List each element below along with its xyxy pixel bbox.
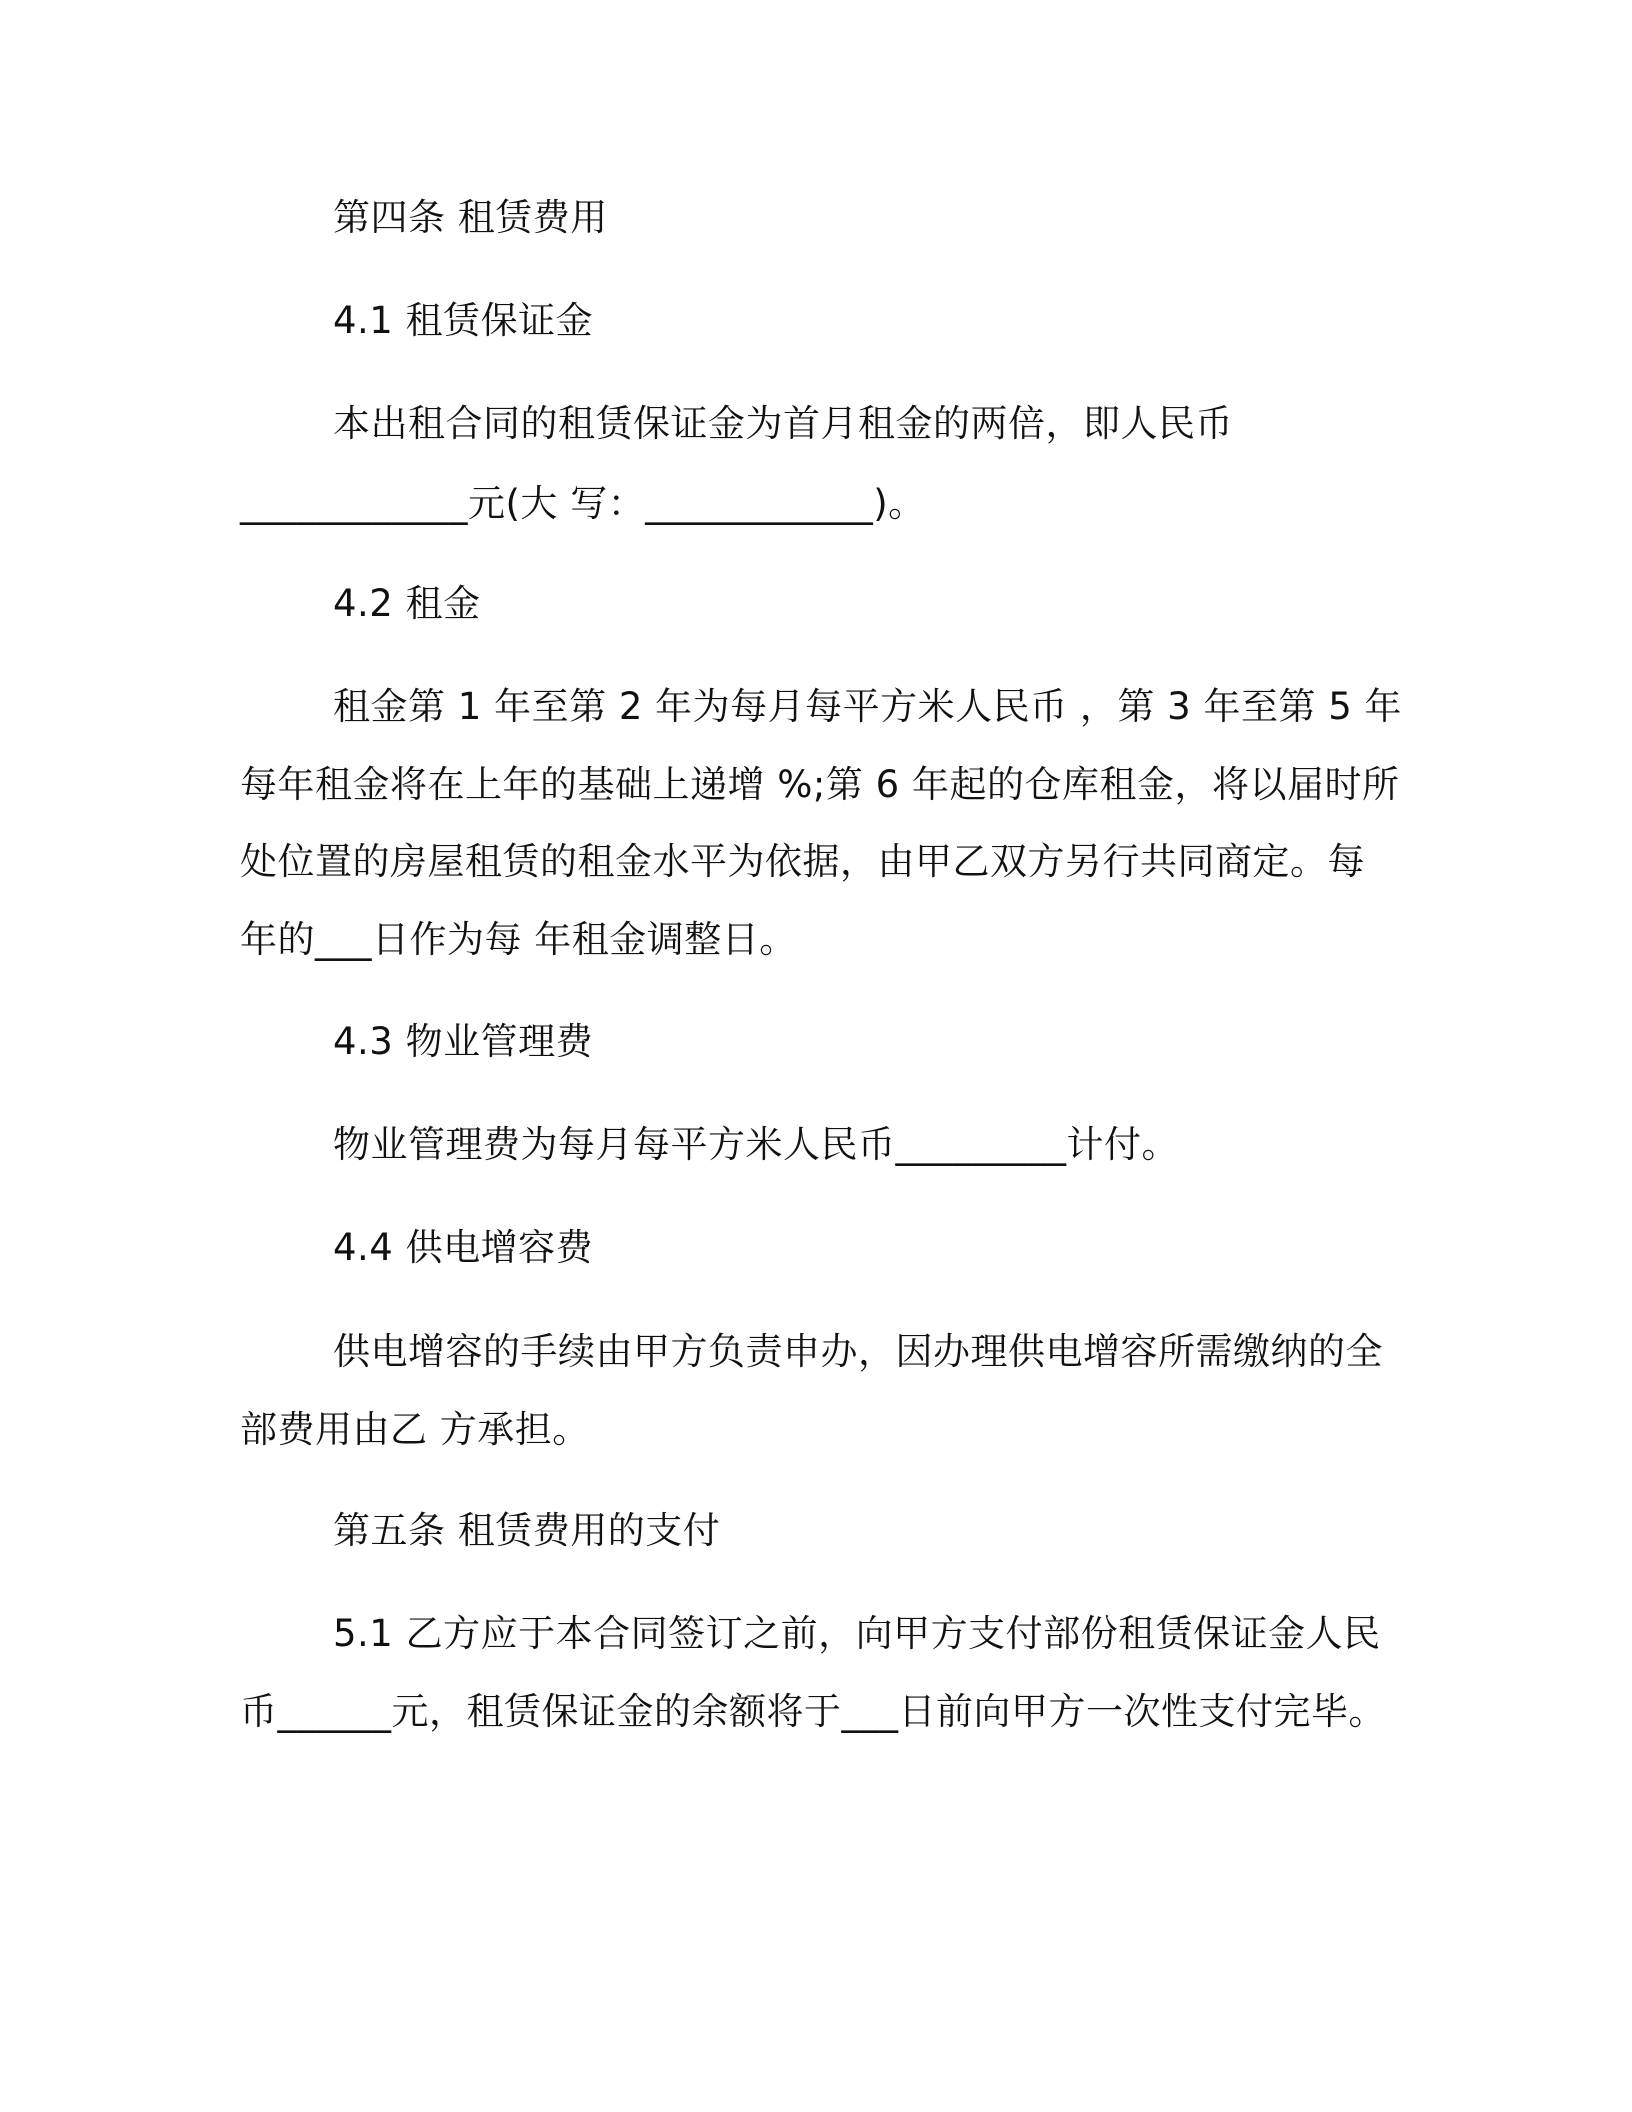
section-4-4-heading: 4.4 供电增容费 [333, 1226, 594, 1269]
section-4-1-text-line-2: ____________元(大 写：____________)。 [240, 482, 926, 525]
section-4-2-text-line-1: 租金第 1 年至第 2 年为每月每平方米人民币 ，第 3 年至第 5 年 [333, 685, 1403, 728]
section-4-4-text-line-2: 部费用由乙 方承担。 [240, 1408, 590, 1451]
section-4-3-text: 物业管理费为每月每平方米人民币_________计付。 [333, 1123, 1179, 1166]
section-5-1-text-line-1: 5.1 乙方应于本合同签订之前，向甲方支付部份租赁保证金人民 [333, 1612, 1381, 1655]
section-4-3-heading: 4.3 物业管理费 [333, 1020, 594, 1063]
section-4-1-text-line-1: 本出租合同的租赁保证金为首月租金的两倍，即人民币 [333, 402, 1233, 445]
section-4-2-text-line-4: 年的___日作为每 年租金调整日。 [240, 918, 797, 961]
section-4-2-text-line-3: 处位置的房屋租赁的租金水平为依据，由甲乙双方另行共同商定。每 [240, 840, 1365, 883]
section-4-2-heading: 4.2 租金 [333, 582, 481, 625]
section-4-2-text-line-2: 每年租金将在上年的基础上递增 %;第 6 年起的仓库租金，将以届时所 [240, 763, 1400, 806]
section-4-4-text-line-1: 供电增容的手续由甲方负责申办，因办理供电增容所需缴纳的全 [333, 1330, 1383, 1373]
section-5-1-text-line-2: 币______元，租赁保证金的余额将于___日前向甲方一次性支付完毕。 [240, 1690, 1386, 1733]
article-5-heading: 第五条 租赁费用的支付 [333, 1509, 721, 1552]
section-4-1-heading: 4.1 租赁保证金 [333, 299, 594, 342]
article-4-heading: 第四条 租赁费用 [333, 196, 608, 239]
